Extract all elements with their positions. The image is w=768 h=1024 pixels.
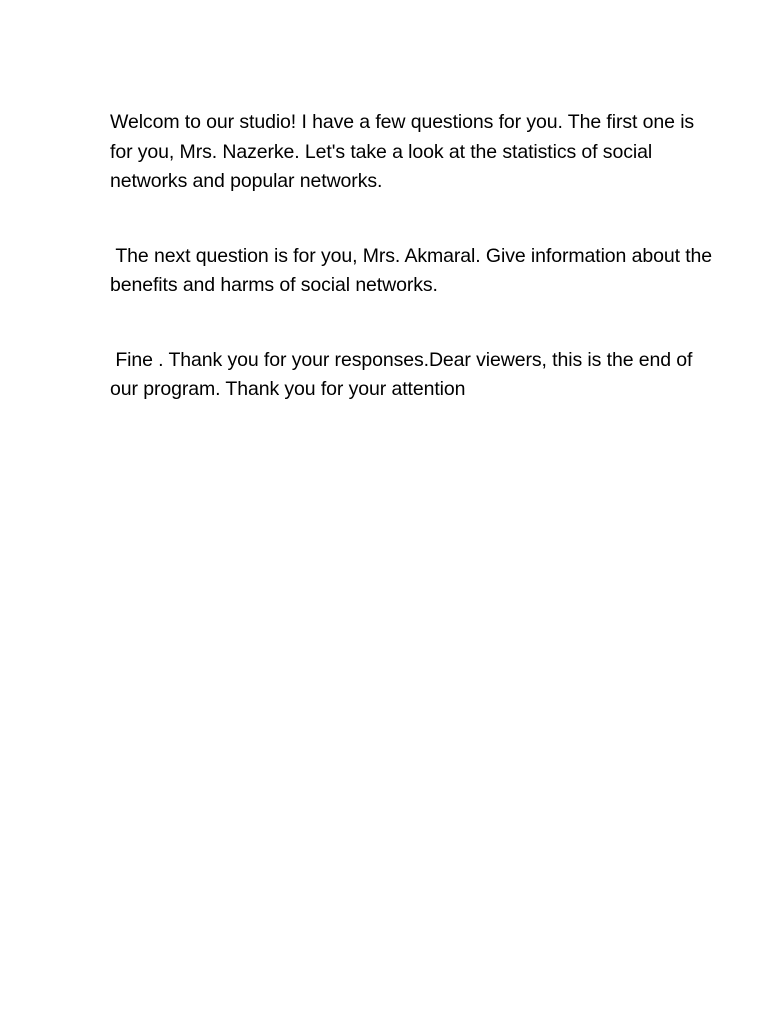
document-body <box>110 108 718 405</box>
paragraph-next-question: The next question is for you, Mrs. Akmaral. Give information about the benefits and harms of social networks. <box>110 244 718 296</box>
paragraph-closing: Fine . Thank you for your responses.Dear viewers, this is the end of our program. Thank you for your attention <box>110 348 698 400</box>
paragraph-intro: Welcom to our studio! I have a few questions for you. The first one is for you, Mrs. Nazerke. Let's take a look at the statistics of social networks and popular networks. <box>110 111 700 192</box>
